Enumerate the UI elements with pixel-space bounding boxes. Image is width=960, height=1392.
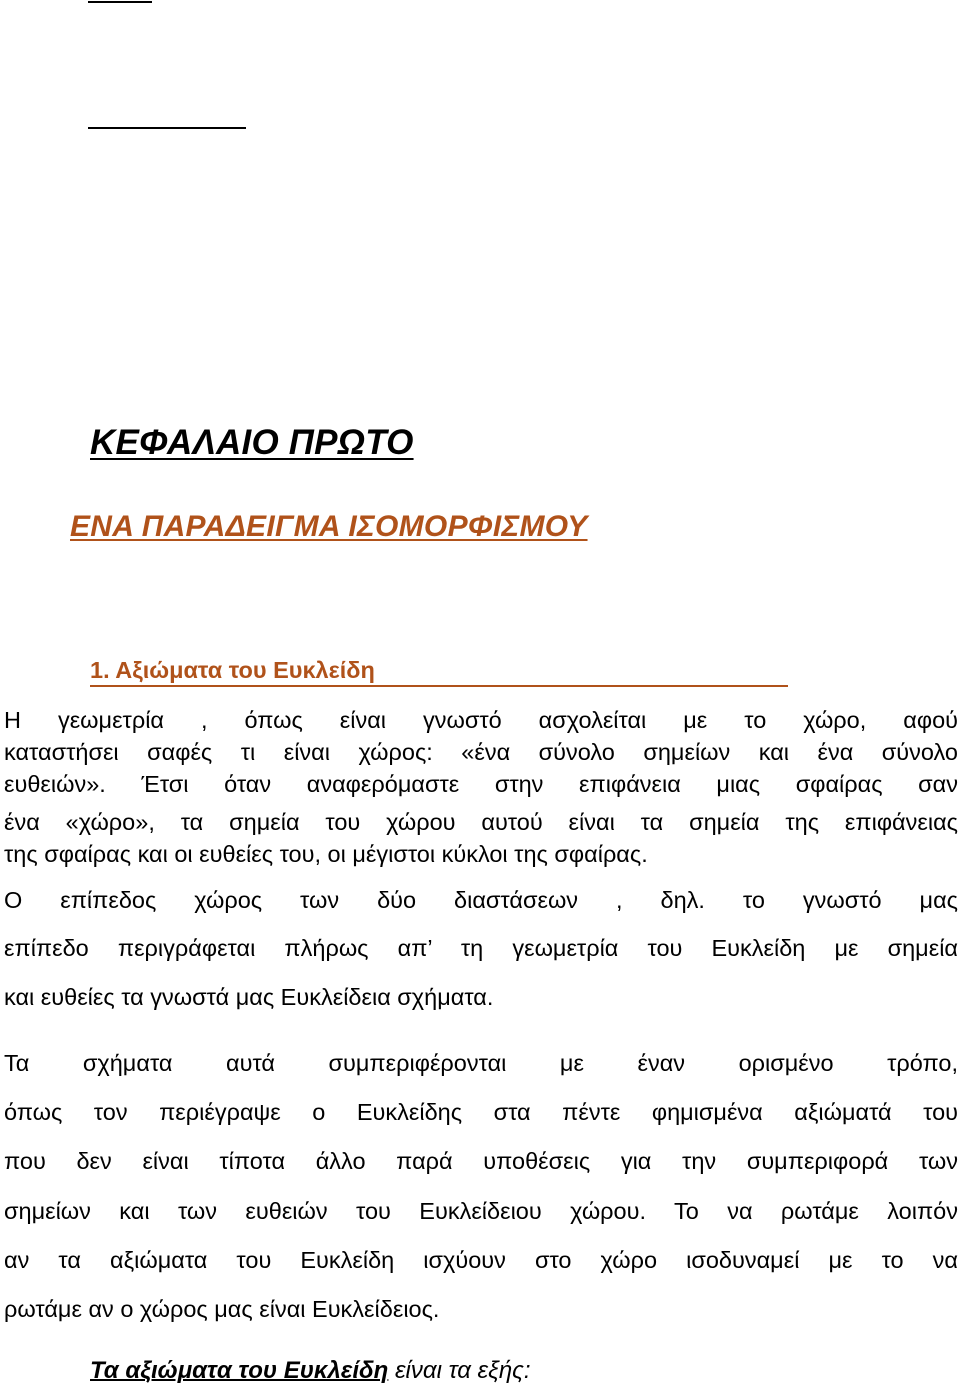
- axioms-intro-rest: είναι τα εξής:: [388, 1357, 531, 1384]
- header-rule-short: [88, 1, 152, 3]
- chapter-title: ΚΕΦΑΛΑΙΟ ΠΡΩΤΟ: [90, 423, 414, 462]
- paragraph-2-line: επίπεδο περιγράφεται πλήρως απ’ τη γεωμετρία του Ευκλείδη με σημεία: [4, 935, 958, 961]
- axioms-intro-bold: Τα αξιώματα του Ευκλείδη: [90, 1357, 389, 1384]
- section-heading: 1. Αξιώματα του Ευκλείδη: [90, 656, 788, 687]
- axioms-intro: [90, 1357, 531, 1385]
- paragraph-3-line: ρωτάμε αν ο χώρος μας είναι Ευκλείδειος.: [4, 1296, 440, 1322]
- header-rule-long: [88, 127, 246, 129]
- paragraph-3-line: Τα σχήματα αυτά συμπεριφέρονται με έναν ορισμένο τρόπο,: [4, 1050, 958, 1076]
- paragraph-1-line: καταστήσει σαφές τι είναι χώρος: «ένα σύνολο σημείων και ένα σύνολο: [4, 739, 958, 765]
- paragraph-3-line: όπως τον περιέγραψε ο Ευκλείδης στα πέντε φημισμένα αξιώματά του: [4, 1099, 958, 1125]
- paragraph-1-line: ένα «χώρο», τα σημεία του χώρου αυτού είναι τα σημεία της επιφάνειας: [4, 809, 958, 835]
- paragraph-3-line: σημείων και των ευθειών του Ευκλείδειου χώρου. Το να ρωτάμε λοιπόν: [4, 1198, 958, 1224]
- paragraph-1-line: Η γεωμετρία , όπως είναι γνωστό ασχολείται με το χώρο, αφού: [4, 707, 958, 733]
- paragraph-1-line: της σφαίρας και οι ευθείες του, οι μέγιστοι κύκλοι της σφαίρας.: [4, 841, 648, 867]
- paragraph-3-line: αν τα αξιώματα του Ευκλείδη ισχύουν στο χώρο ισοδυναμεί με το να: [4, 1247, 958, 1273]
- paragraph-2-line: και ευθείες τα γνωστά μας Ευκλείδεια σχήματα.: [4, 984, 494, 1010]
- paragraph-1-line: ευθειών». Έτσι όταν αναφερόμαστε στην επιφάνεια μιας σφαίρας σαν: [4, 771, 958, 797]
- paragraph-2-line: Ο επίπεδος χώρος των δύο διαστάσεων , δηλ. το γνωστό μας: [4, 887, 958, 913]
- chapter-subtitle: ΕΝΑ ΠΑΡΑΔΕΙΓΜΑ ΙΣΟΜΟΡΦΙΣΜΟΥ: [70, 510, 588, 543]
- paragraph-3-line: που δεν είναι τίποτα άλλο παρά υποθέσεις για την συμπεριφορά των: [4, 1148, 958, 1174]
